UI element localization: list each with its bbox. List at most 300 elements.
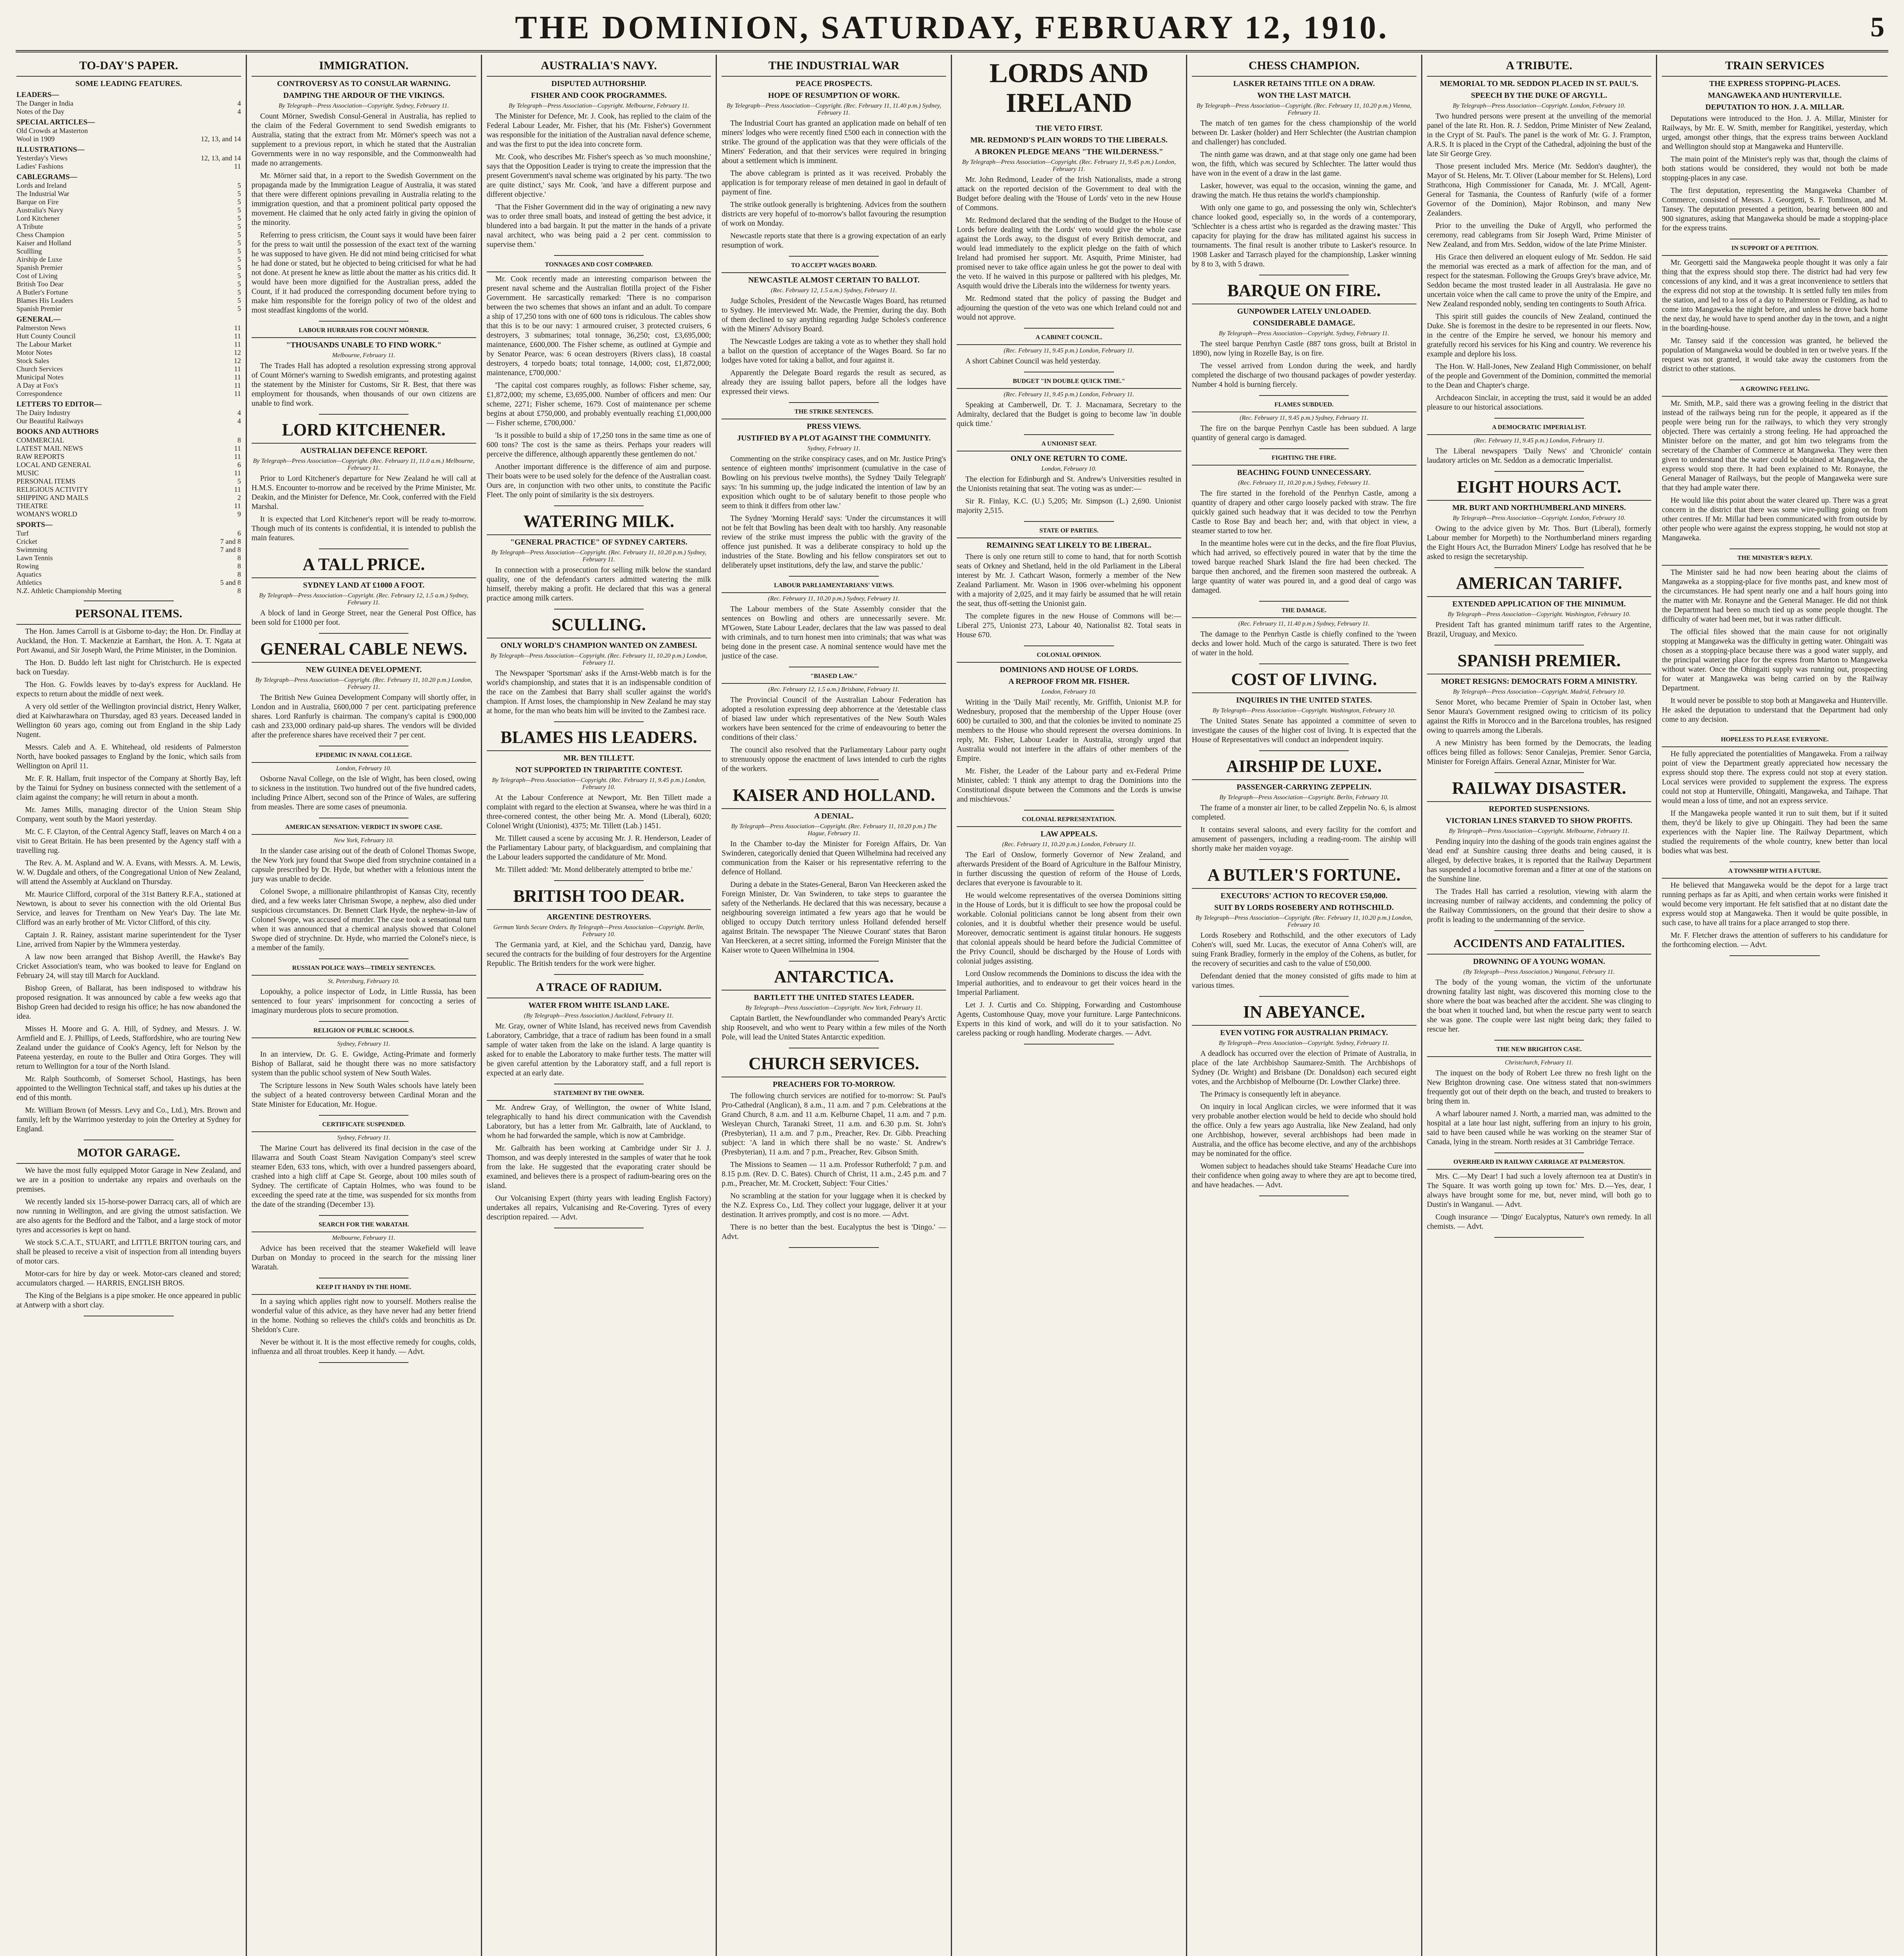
- article-paragraph: 'The capital cost compares roughly, as follows: Fisher scheme, say, £1,872,000; my scheme, £3,695,000. Number of officers and men: Our scheme, 2271; Fisher scheme, 1679. Cost of maintenance per scheme begins at about £750,000, and probably eventually reaching £1,000,000 — Fisher scheme, £700,000.': [486, 381, 711, 427]
- dateline: New York, February 10.: [333, 837, 394, 844]
- index-entry-title: Old Crowds at Masterton: [16, 127, 88, 135]
- article-paragraph: In connection with a prosecution for selling milk below the standard quality, one of the defendant's carters admitted watering the milk himself, thereby making a profit. He declared that this was a general practice among milk carters.: [486, 566, 711, 602]
- article-headline: A TOWNSHIP WITH A FUTURE.: [1662, 868, 1888, 879]
- index-entry: [16, 461, 241, 469]
- article: [487, 728, 711, 881]
- dateline: By Telegraph—Press Association—Copyright. Sydney, February 11.: [1218, 330, 1389, 337]
- article-subheading: A REPROOF FROM MR. FISHER.: [1008, 677, 1130, 686]
- index-entry-page: 5: [237, 214, 241, 222]
- article-paragraph: The Industrial Court has granted an application made on behalf of ten miners' lodges who were recently fined £500 each in connection with the strike. The ground of the application was that they were officials of the Miners' Federation, and that their services were required in bringing about a settlement which is imminent.: [722, 119, 946, 165]
- article-paragraph: Sir R. Finlay, K.C. (U.) 5,205; Mr. Simpson (L.) 2,690. Unionist majority 2,515.: [957, 497, 1181, 515]
- index-entry: [16, 108, 241, 116]
- dateline: By Telegraph—Press Association—Copyright. (Rec. February 11, 10.20 p.m.) London, February 11.: [490, 653, 707, 666]
- dateline: (Rec. February 11, 10.20 p.m.) Sydney, February 11.: [768, 595, 900, 602]
- dateline: Sydney, February 11.: [337, 1134, 391, 1141]
- article-paragraph: He fully appreciated the potentialities of Mangaweka. From a railway point of view the Department greatly appreciated how necessary the express should stop there. The express could not stop at every station. Local services were provided to supplement the express. The express could not stop at Hunterville, Ohingaiti, Mangaweka, and Taihape. That would mean a loss of time, and not an express service.: [1662, 750, 1888, 805]
- dateline: Melbourne, February 11.: [332, 1235, 396, 1241]
- article-subheading: SPEECH BY THE DUKE OF ARGYLL.: [1471, 91, 1607, 100]
- article-paragraph: Mr. Fisher, the Leader of the Labour party and ex-Federal Prime Minister, cabled: 'I think any attempt to drag the Dominions into the Constitutional dispute between the Commons and the Lords is unwise and mischievous.': [957, 767, 1181, 804]
- index-entry-title: Barque on Fire: [16, 198, 59, 206]
- article-subheading: DISPUTED AUTHORSHIP.: [551, 79, 646, 88]
- article: [1192, 670, 1416, 751]
- index-entry-page: 5: [237, 280, 241, 288]
- article-subheading: MR. BURT AND NORTHUMBERLAND MINERS.: [1452, 503, 1626, 512]
- article-divider: [1494, 772, 1584, 773]
- article: [1192, 607, 1416, 664]
- article-paragraph: Deputations were introduced to the Hon. J. A. Millar, Minister for Railways, by Mr. E. W. Smith, member for Rangitikei, yesterday, which urged, amongst other things, that the express trains between Auckland and Wellington should stop at Mangaweka and Hunterville.: [1662, 115, 1888, 151]
- article: [722, 582, 946, 667]
- index-entry-title: Palmerston News: [16, 324, 66, 332]
- article: [957, 816, 1181, 1045]
- article-paragraph: The fire started in the forehold of the Penrhyn Castle, among a quantity of drapery and other cargo loosely packed with straw. The fire quickly gained such headway that it was decided to tow the Penrhyn Castle to Rose Bay and beach her; and, with that object in view, a steamer started to tow her.: [1191, 489, 1416, 535]
- article-divider: [1259, 601, 1349, 602]
- article-paragraph: The strike outlook generally is brightening. Advices from the southern districts are very hopeful of to-morrow's ballot favouring the resumption of work on Monday.: [722, 201, 946, 228]
- article-subheading: EXECUTORS' ACTION TO RECOVER £50,000.: [1220, 892, 1388, 900]
- index-entry-title: Chess Champion: [16, 231, 65, 239]
- article-divider: [319, 414, 409, 415]
- article-subheading: PRESS VIEWS.: [806, 422, 861, 431]
- article-divider: [1494, 1040, 1584, 1041]
- article-divider: [789, 256, 879, 257]
- index-entry-title: The Industrial War: [16, 190, 70, 198]
- article-paragraph: The fire on the barque Penrhyn Castle has been subdued. A large quantity of general cargo is damaged.: [1191, 424, 1416, 442]
- article: [957, 527, 1181, 646]
- article-paragraph: A law now been arranged that Bishop Averill, the Hawke's Bay Cricket Association's team, who was booked to leave for England on February 24, will stay till March for Auckland.: [16, 953, 241, 980]
- article-paragraph: Captain Bartlett, the Newfoundlander who commanded Peary's Arctic ship Roosevelt, and who went to Peary within a few miles of the North Pole, will lead the United States Antarctic expedition.: [722, 1014, 946, 1041]
- index-entry: [16, 231, 241, 239]
- article-divider: [319, 1215, 409, 1216]
- dateline: (Rec. February 11, 9.45 p.m.) London, February 11.: [1004, 391, 1134, 398]
- article-headline: THE STRIKE SENTENCES.: [722, 408, 946, 419]
- index-entry: [16, 99, 241, 108]
- article: [487, 59, 711, 256]
- index-entry: [16, 198, 241, 206]
- index-entry-page: 5: [237, 264, 241, 271]
- article-paragraph: The Minister for Defence, Mr. J. Cook, has replied to the claim of the Federal Labour Leader, Mr. Fisher, that his (Mr. Fisher's) Government was responsible for the initiation of the Australian naval defence scheme, and was the first to put the idea into concrete form.: [486, 112, 711, 149]
- article-headline: "BIASED LAW.": [722, 673, 946, 684]
- article-subheading: MEMORIAL TO MR. SEDDON PLACED IN ST. PAUL'S.: [1440, 79, 1639, 88]
- article-headline: MOTOR GARAGE.: [16, 1146, 241, 1164]
- index-entry: [16, 510, 241, 518]
- dateline: By Telegraph—Press Association—Copyright. (Rec. February 11, 10.20 p.m.) London, February 11.: [255, 677, 472, 690]
- index-entry-title: Notes of the Day: [16, 108, 65, 115]
- article-paragraph: It would never be possible to stop both at Mangaweka and Hunterville. He asked the deputation to understand that the Department had only come to any decision.: [1662, 697, 1888, 724]
- article-subheading: JUSTIFIED BY A PLOT AGAINST THE COMMUNITY.: [737, 434, 931, 442]
- index-category: SPORTS—: [16, 521, 53, 529]
- article-paragraph: He would welcome representatives of the oversea Dominions sitting in the House of Lords, but it is difficult to see how the proposal could be workable. Colonial politicians cannot be long absent from their own colonies, and it is doubtful whether their presence would be useful. Moreover, democratic sentiment is against titular honours. He suggests that colonial appeals should be heard before the Judicial Committee of the Privy Council, should be discharged by the House of Lords with colonial judges assisting.: [957, 892, 1181, 965]
- article-headline: A DEMOCRATIC IMPERIALIST.: [1427, 424, 1652, 435]
- article-paragraph: Senor Moret, who became Premier of Spain in October last, when Senor Maura's Government resigned owing to criticism of its policy against the Riffs in Morocco and in the Barcelona troubles, has resigned owing to quarrels among the Liberals.: [1427, 698, 1652, 735]
- index-entry: [16, 272, 241, 280]
- article-divider: [554, 974, 644, 975]
- article: [1662, 59, 1888, 239]
- article-divider: [319, 321, 409, 322]
- article: [1662, 245, 1888, 380]
- article-paragraph: Lords Rosebery and Rothschild, and the other executors of Lady Cohen's will, sued Mr. Lucas, the executor of Anna Cohen's will, are suing Frank Bradley, formerly in the employ of the Cohens, as butler, for the recovery of securities and cash to the value of £50,000.: [1191, 931, 1416, 968]
- article-headline: SCULLING.: [487, 615, 711, 638]
- article: [1192, 401, 1416, 449]
- article: [1427, 651, 1652, 773]
- article-subheading: SUIT BY LORDS ROSEBERY AND ROTHSCHILD.: [1214, 903, 1394, 912]
- article-divider: [1729, 548, 1820, 549]
- index-entry-title: Athletics: [16, 579, 42, 586]
- index-entry-page: 4: [237, 108, 241, 115]
- dateline: By Telegraph—Press Association—Copyright. Washington, February 10.: [1212, 707, 1396, 714]
- dateline: (Rec. February 11, 10.20 p.m.) London, February 11.: [1002, 841, 1136, 848]
- dateline: London, February 10.: [1041, 689, 1097, 695]
- index-entry: [16, 340, 241, 349]
- index-entry: [16, 453, 241, 461]
- article-paragraph: Two hundred persons were present at the unveiling of the memorial panel of the late Rt. Hon. R. J. Seddon, Prime Minister of New Zealand, in the Crypt of St. Paul's. The panel is the work of Mr. G. J. Frampton, A.R.S. It is placed in the Crypt of the Cathedral, adjoining the bust of the late Sir George Grey.: [1427, 112, 1652, 158]
- article-subheading: BARTLETT THE UNITED STATES LEADER.: [754, 993, 914, 1002]
- index-entry: [16, 135, 241, 143]
- index-entry: [16, 280, 241, 288]
- index-entry-page: 11: [234, 332, 241, 340]
- index-entry: [16, 255, 241, 264]
- article: [252, 639, 476, 746]
- article-paragraph: The damage to the Penrhyn Castle is chiefly confined to the 'tween decks and lower hold. Much of the cargo is saturated. There is two feet of water in the hold.: [1191, 630, 1416, 657]
- column-1: [12, 55, 247, 1956]
- article-paragraph: He believed that Mangaweka would be the depot for a large tract running perhaps as far as Apiti, and when certain works were finished it would become very important. He felt satisfied that at no distant date the express would stop at Mangaweka. Then it would be quite possible, in such case, to have all trains for a place arranged to stop there.: [1662, 881, 1888, 927]
- dateline: By Telegraph—Press Association—Copyright. Sydney, February 11.: [1218, 1040, 1389, 1046]
- article-subheading: SYDNEY LAND AT £1000 A FOOT.: [303, 581, 425, 590]
- article-paragraph: The Hon. James Carroll is at Gisborne to-day; the Hon. Dr. Findlay at Auckland, the Hon. T. Mackenzie at Earnhart, the Hon. A. T. Ngata at Port Awanui, and Sir Joseph Ward, the Prime Minister, in the Dominion.: [16, 627, 241, 654]
- dateline: By Telegraph—Press Association—Copyright. Sydney, February 11.: [278, 102, 449, 109]
- article-paragraph: 'That the Fisher Government did in the way of originating a new navy was to order three small boats, and instead of getting the best advice, it blundered into a bad bargain. It put the matter in the hands of a private naval architect, who was being paid a 2 per cent. commission to supervise them.': [486, 203, 711, 249]
- dateline: By Telegraph—Press Association—Copyright. Washington, February 10.: [1447, 611, 1630, 618]
- article: [487, 980, 711, 1084]
- index-entry-title: Cricket: [16, 538, 37, 545]
- article-divider: [1494, 471, 1584, 472]
- index-entry-page: 11: [234, 340, 241, 348]
- article-subheading: EXTENDED APPLICATION OF THE MINIMUM.: [1452, 600, 1626, 608]
- article-paragraph: We stock S.C.A.T., STUART, and LITTLE BRITON touring cars, and shall be pleased to receive a visit of inspection from all intending buyers of motor cars.: [16, 1239, 241, 1266]
- article: [722, 262, 946, 403]
- article-paragraph: Osborne Naval College, on the Isle of Wight, has been closed, owing to sickness in the institution. Two hundred out of the five hundred cadets, including Prince Albert, second son of the Prince of Wales, are suffering from measles. There are some cases of pneumonia.: [251, 775, 476, 811]
- index-entry-page: 12, 13, and 14: [201, 135, 241, 143]
- article-paragraph: Mr. F. Fletcher draws the attention of sufferers to his candidature for the forthcoming election. — Advt.: [1662, 931, 1888, 949]
- article: [252, 752, 476, 818]
- index-entry-page: 6: [237, 529, 241, 537]
- article-paragraph: Newcastle reports state that there is a growing expectation of an early resumption of work.: [722, 232, 946, 250]
- index-entry-page: 9: [237, 510, 241, 518]
- article-divider: [1024, 521, 1114, 522]
- article-headline: IN ABEYANCE.: [1192, 1002, 1416, 1026]
- article-divider: [319, 958, 409, 959]
- article-paragraph: The Trades Hall has carried a resolution, viewing with alarm the increasing number of railway accidents, and condemning the policy of the Railway Commissioners, on the ground that their desire to show a profit is leading to the undermanning of the service.: [1427, 888, 1652, 924]
- article-divider: [1729, 730, 1820, 731]
- article: [252, 327, 476, 415]
- article: [1427, 59, 1652, 419]
- index-entry-page: 11: [234, 469, 241, 477]
- article-paragraph: The Primacy is consequently left in abeyance.: [1200, 1090, 1341, 1098]
- article: [722, 673, 946, 780]
- article: [1192, 455, 1416, 602]
- index-entry-title: Rowing: [16, 562, 39, 570]
- article: [1192, 1002, 1416, 1196]
- article-divider: [1729, 955, 1820, 956]
- article-paragraph: At the Labour Conference at Newport, Mr. Ben Tillett made a complaint with regard to the election at Swansea, where he was third in a three-cornered contest, the other being Mr. A. Mond (Liberal), 6020; Colonel Wright (Unionist), 4375; Mr. Tillett (Lab.) 1451.: [486, 794, 711, 830]
- article: [957, 334, 1181, 372]
- article: [487, 261, 711, 506]
- index-entry-page: 5: [237, 223, 241, 230]
- article-subheading: WON THE LAST MATCH.: [1257, 91, 1351, 100]
- article-subheading: THE VETO FIRST.: [1035, 124, 1103, 133]
- article: [1662, 736, 1888, 862]
- article-paragraph: The British New Guinea Development Company will shortly offer, in London and in Australia, £600,000 7 per cent. participating preference shares. Lord Ranfurly is chairman. The company's capital is £900,000 cash and 233,000 ordinary paid-up shares. The vendors will be divided after the preference shares have received their 7 per cent.: [251, 694, 476, 739]
- article-paragraph: Misses H. Moore and G. A. Hill, of Sydney, and Messrs. J. W. Armfield and E. J. Phillips, of Leeds, Staffordshire, who are touring New Zealand under the guidance of Cook's Agency, left for Nelson by the Pateena yesterday, en route to the Buller and Otira Gorges. They will return to Wellington for a tour of the North Island.: [16, 1025, 241, 1071]
- index-entry-page: 12: [234, 357, 241, 365]
- article: [722, 1054, 946, 1248]
- dateline: (Rec. February 11, 11.40 p.m.) Sydney, February 11.: [1238, 620, 1370, 627]
- index-entry-title: WOMAN'S WORLD: [16, 510, 77, 518]
- article: [1427, 477, 1652, 568]
- index-entry: [16, 349, 241, 357]
- article-paragraph: Mr. Maurice Clifford, corporal of the 31st Battery R.F.A., stationed at Newtown, is about to sever his connection with the old Oriental Bus Service, and leaves for Trentham on New Year's Day. The late Mr. Clifford was an early brother of Mr. Victor Clifford, of this city.: [16, 890, 241, 927]
- article-paragraph: The body of the young woman, the victim of the unfortunate drowning fatality last night, was discovered this morning close to the shore where the boat was beached after the accident. She was clinging to the boat when it touched land, but when the rescue party went to search she was gone. The couple were last night being dark; they failed to rescue her.: [1427, 978, 1652, 1034]
- index-category: SPECIAL ARTICLES—: [16, 118, 95, 126]
- page-number: 5: [1870, 11, 1884, 43]
- article-paragraph: In the Chamber to-day the Minister for Foreign Affairs, Dr. Van Swinderen, categorically denied that Queen Wilhelmina had received any communication from the Kaiser or his representative referring to the defence of Holland.: [722, 840, 946, 876]
- article-paragraph: The Hon. D. Buddo left last night for Christchurch. He is expected back on Tuesday.: [16, 659, 241, 676]
- article-headline: IMMIGRATION.: [252, 59, 476, 77]
- index-entry: [16, 579, 241, 587]
- index-entry-title: Yesterday's Views: [16, 154, 68, 162]
- index-entry-page: 6: [237, 461, 241, 469]
- index-entry-page: 7 and 8: [220, 538, 241, 545]
- index-entry-page: 5: [237, 247, 241, 255]
- article: [957, 652, 1181, 811]
- article-paragraph: Mr. Cook, who describes Mr. Fisher's speech as 'so much moonshine,' says that the Opposition Leader is trying to create the impression that the present Government's naval scheme was originated by his party. 'The two are quite distinct,' says Mr. Cook, 'and have a different purpose and different objective.': [486, 153, 711, 199]
- article-divider: [1494, 1237, 1584, 1238]
- article: [487, 1090, 711, 1228]
- index-entry-page: 5: [237, 206, 241, 214]
- article: [722, 59, 946, 257]
- article-paragraph: The council also resolved that the Parliamentary Labour party ought to strenuously oppose the enactment of laws intended to curb the rights of the workers.: [722, 746, 946, 773]
- article-divider: [1024, 1044, 1114, 1045]
- dateline: By Telegraph—Press Association—Copyright. (Rec. February 11, 11.40 p.m.) Sydney, February 11.: [726, 102, 941, 116]
- article-headline: IN SUPPORT OF A PETITION.: [1662, 245, 1888, 256]
- article-headline: A CABINET COUNCIL.: [957, 334, 1181, 345]
- article-headline: GENERAL CABLE NEWS.: [252, 639, 476, 663]
- article-headline: A TRIBUTE.: [1427, 59, 1652, 77]
- article-paragraph: Commenting on the strike conspiracy cases, and on Mr. Justice Pring's sentence of eighteen months' imprisonment (cumulative in the case of Bowling on his previous twelve months), the Sydney 'Daily Telegraph' says: 'In his summing up, the judge indicated the intention of law by an exposition which ought to be of salutary benefit to those people who seem to think it differs from other law.': [722, 455, 946, 510]
- article-paragraph: This spirit still guides the councils of New Zealand, continued the Duke. She is foremost in the desire to be represented in our fleets. Now, in the centre of the Empire he served, we honour his memory and gratefully record his services for his King and country. We reverence his example and deplore his loss.: [1427, 313, 1652, 358]
- article-divider: [554, 721, 644, 722]
- dateline: By Telegraph—Press Association—Copyright. (Rec. February 11, 11.0 a.m.) Melbourne, February 11.: [253, 458, 475, 471]
- index-entry-title: Swimming: [16, 546, 48, 554]
- article-paragraph: Advice has been received that the steamer Wakefield will leave Durban on Monday to proceed in the search for the missing liner Waratah.: [251, 1244, 476, 1271]
- index-entry: [16, 444, 241, 453]
- article-paragraph: Another important difference is the difference of aim and purpose. Their boats were to be used solely for the defence of the Australian coast. Ours are, in conjunction with two other units, to constitute the Pacific Fleet. The only point of similarity is the six destroyers.: [486, 463, 711, 499]
- article-paragraph: The main point of the Minister's reply was that, though the claims of both stations would be considered, they would not both be made stopping-places in any case.: [1662, 155, 1888, 182]
- index-entry-title: Spanish Premier: [16, 264, 63, 271]
- index-entry-page: 5: [237, 272, 241, 280]
- article-paragraph: Mr. Galbraith has been working at Cambridge under Sir J. J. Thomson, and was deeply interested in the samples of water that he took from the lake. He suggested that the evaporating crater should be examined, and believes there is a prospect of radium-bearing ores on the island.: [486, 1144, 711, 1190]
- index-entry-title: Hutt County Council: [16, 332, 76, 340]
- article-headline: FLAMES SUBDUED.: [1192, 401, 1416, 412]
- article-paragraph: Mr. Tillett added: 'Mr. Mond deliberately attempted to bribe me.': [495, 866, 693, 874]
- index-entry-page: 5: [237, 190, 241, 198]
- article-paragraph: The Newcastle Lodges are taking a vote as to whether they shall hold a ballot on the question of acceptance of the Wages Board. So far no lodges have voted for taking a ballot, and four against it.: [722, 338, 946, 365]
- index-entry-title: A Day at Fox's: [16, 381, 58, 389]
- article-divider: [1024, 434, 1114, 435]
- article: [1192, 757, 1416, 860]
- article: [1427, 778, 1652, 931]
- article-paragraph: Writing in the 'Daily Mail' recently, Mr. Griffith, Unionist M.P. for Wednesbury, proposed that the membership of the Upper House (over 600) be curtailed to 300, and that the colonies be invited to nominate 25 members to the House who should represent the oversea dominions. In reply, Mr. Fisher, Labour Leader in Australia, strongly urged that Australia would not interfere in the affairs of other members of the Empire.: [957, 698, 1181, 763]
- index-entry-title: Spanish Premier: [16, 305, 63, 313]
- article: [1192, 59, 1416, 275]
- article-paragraph: The match of ten games for the chess championship of the world between Dr. Lasker (holder) and Herr Schlechter (the Austrian champion and challenger) has concluded.: [1191, 119, 1416, 146]
- index-entry-page: 12, 13, and 14: [201, 154, 241, 162]
- article-divider: [319, 548, 409, 549]
- index-entry-page: 5: [237, 182, 241, 189]
- article-subheading: CONTROVERSY AS TO CONSULAR WARNING.: [277, 79, 451, 88]
- article-divider: [1024, 645, 1114, 646]
- index-entry-page: 4: [237, 409, 241, 417]
- article-paragraph: Prior to the unveiling the Duke of Argyll, who performed the ceremony, read cablegrams from Sir Joseph Ward, Prime Minister of New Zealand, and from Mrs. Seddon, widow of the late Prime Minister.: [1427, 222, 1652, 249]
- article-paragraph: 'Is it possible to build a ship of 17,250 tons in the same time as one of 600 tons? The cost is the same as theirs. Perhaps your readers will perceive the difference, although apparently these gentlemen do not.': [486, 431, 711, 458]
- index-entry-title: Correspondence: [16, 390, 62, 397]
- article: [487, 512, 711, 609]
- article-divider: [1024, 328, 1114, 329]
- article-paragraph: Speaking at Camberwell, Dr. T. J. Macnamara, Secretary to the Admiralty, declared that the Budget is going to become law 'in double quick time.': [957, 401, 1181, 428]
- article-paragraph: Lord Onslow recommends the Dominions to discuss the idea with the Imperial authorities, and to endeavour to get their voices heard in the Imperial Parliament.: [957, 970, 1181, 997]
- article-headline: A BUTLER'S FORTUNE.: [1192, 865, 1416, 889]
- newspaper-columns: [12, 55, 1892, 1956]
- index-entry-page: 11: [234, 453, 241, 460]
- article-paragraph: Captain J. R. Rainey, assistant marine superintendent for the Tyser Line, arrived from Napier by the Wimmera yesterday.: [16, 931, 241, 949]
- index-entry-title: Wool in 1909: [16, 135, 55, 143]
- article-divider: [1259, 663, 1349, 664]
- article-paragraph: The following church services are notified for to-morrow: St. Paul's Pro-Cathedral (Anglican), 8 a.m., 11 a.m. and 7 p.m. Celebrations at the Grand Church, 8 a.m. and 11 a.m. Kelburne Chapel, 11 a.m. and 7 p.m. Wesleyan Church, Taranaki Street, 11 a.m. and 6.30 p.m. St. John's (Presbyterian), 11 a.m. and 7 p.m., Preacher, Rev. Dr. Gibb. Preaching subject: 'A land in which there shall be no waste.' St. Andrew's (Presbyterian), 11 a.m. and 7 p.m., Preacher, Rev. Gibson Smith.: [722, 1092, 946, 1156]
- article-paragraph: The Sydney 'Morning Herald' says: 'Under the circumstances it will not be felt that Bowling has been dealt with too harshly. Any reasonable review of the strike must impress the public with the gravity of the offence just punished. It was a deliberate conspiracy to hold up the industries of the State. Bowling and his fellow conspirators set out to deliberately upset institutions, defy the law, and starve the public.': [722, 514, 946, 570]
- article-paragraph: A deadlock has occurred over the election of Primate of Australia, in place of the late Archbishop Saumarez-Smith. The Archbishops of Sydney (Dr. Wright) and Brisbane (Dr. Donaldson) each secured eight votes, and the Archbishop of Melbourne (Dr. Lowther Clarke) three.: [1191, 1050, 1416, 1086]
- article-paragraph: Count Mörner, Swedish Consul-General in Australia, has replied to the claim of the Federal Government to send Swedish emigrants to Australia, stating that the extract from Mr. Mörner's speech was not a supplement to a previous report, in which he stated that the Australian Governments were in no way responsible, and the Commonwealth had made no arrangements.: [251, 112, 476, 167]
- index-entry-page: 8: [237, 570, 241, 578]
- article: [1662, 868, 1888, 956]
- article-paragraph: The Missions to Seamen — 11 a.m. Professor Rutherfold; 7 p.m. and 8.15 p.m. (Rev. D. C. Bates). Church of Christ, 11 a.m., 2.45 p.m. and 7 p.m., Preacher, Mr. M. Crockett, Subject: 'Four Cities.': [722, 1161, 946, 1188]
- dateline: By Telegraph—Press Association—Copyright. (Rec. February 12, 1.5 a.m.) Sydney, February 11.: [259, 592, 469, 606]
- article-subheading: DAMPING THE ARDOUR OF THE VIKINGS.: [283, 91, 445, 100]
- article-subheading: ARGENTINE DESTROYERS.: [547, 913, 651, 921]
- article-paragraph: The Provincial Council of the Australian Labour Federation has adopted a resolution expressing deep abhorrence at the 'detestable class of biased law under which representatives of the New South Wales workers have been sentenced for the crime of endeavouring to better the conditions of their class.': [722, 696, 946, 742]
- article-headline: AMERICAN TARIFF.: [1427, 573, 1652, 597]
- index-entry-title: Lords and Ireland: [16, 182, 67, 189]
- index-entry: [16, 223, 241, 231]
- article-paragraph: We recently landed six 15-horse-power Darracq cars, all of which are now running in Wellington, and are giving the utmost satisfaction. We are also agents for the Bedford and the Talbot, and a large stock of motor tyres and accessories is kept on hand.: [16, 1198, 241, 1234]
- article: [722, 408, 946, 577]
- column-4: [717, 55, 952, 1956]
- index-entry-page: 8: [237, 587, 241, 595]
- article-subheading: REPORTED SUSPENSIONS.: [1488, 805, 1589, 813]
- article-headline: COLONIAL OPINION.: [957, 652, 1181, 663]
- article-paragraph: President Taft has granted minimum tariff rates to the Argentine, Brazil, Uruguay, and Mexico.: [1427, 621, 1652, 638]
- article-subheading: AUSTRALIAN DEFENCE REPORT.: [300, 446, 427, 455]
- article-subheading: MR. BEN TILLETT.: [563, 754, 634, 762]
- index-entry: [16, 332, 241, 340]
- article-headline: RELIGION OF PUBLIC SCHOOLS.: [252, 1027, 476, 1038]
- index-entry: [16, 390, 241, 398]
- article: [1427, 573, 1652, 645]
- index-entry-title: LATEST MAIL NEWS: [16, 444, 83, 452]
- index-entry-page: 5: [237, 231, 241, 239]
- index-entry-page: 5: [237, 477, 241, 485]
- dateline: By Telegraph—Press Association—Copyright. Berlin, February 10.: [1219, 794, 1389, 801]
- article-headline: AMERICAN SENSATION: VERDICT IN SWOPE CASE.: [252, 824, 476, 835]
- column-5: [952, 55, 1187, 1956]
- article-paragraph: Mr. Tansey said if the concession was granted, he believed the population of Mangaweka would be doubled in ten or twelve years. If the request was not granted, it would take away the customers from the district to other stations.: [1662, 337, 1888, 373]
- index-entry: [16, 587, 241, 595]
- article-subheading: MANGAWEKA AND HUNTERVILLE.: [1708, 91, 1842, 100]
- article-subheading: EVEN VOTING FOR AUSTRALIAN PRIMACY.: [1220, 1028, 1388, 1037]
- article-subheading: BEACHING FOUND UNNECESSARY.: [1237, 468, 1371, 477]
- article-paragraph: Bishop Green, of Ballarat, has been indisposed to withdraw his proposed resignation. It was announced by cable a few weeks ago that Bishop Green had decided to resign his office; he has now abandoned the idea.: [16, 984, 241, 1021]
- article: [1192, 865, 1416, 997]
- article-divider: [1259, 996, 1349, 997]
- article-paragraph: There is only one return still to come to hand, that for north Scottish seats of Orkney and Shetland, held in the old Parliament in the Liberal interest by Mr. J. Cathcart Wason, formerly a member of the New Zealand Parliament. Mr. Wason in 1906 over-whelming his opponent with a majority of 2,025, and it may fairly be assumed that he will retain the seat, thus off-setting the Unionist gain.: [957, 553, 1181, 608]
- article-divider: [319, 1021, 409, 1022]
- index-entry: [16, 365, 241, 373]
- article-headline: LABOUR HURRAHS FOR COUNT MÖRNER.: [252, 327, 476, 338]
- index-entry-title: Cost of Living: [16, 272, 58, 280]
- index-entry-title: Lord Kitchener: [16, 214, 60, 222]
- article-divider: [1259, 750, 1349, 751]
- index-entry: [16, 206, 241, 214]
- article-headline: THE DAMAGE.: [1192, 607, 1416, 618]
- article-headline: TONNAGES AND COST COMPARED.: [487, 261, 711, 272]
- index-entry-page: 4: [237, 417, 241, 425]
- article-subheading: SOME LEADING FEATURES.: [75, 79, 182, 88]
- index-entry-page: 5 and 8: [220, 579, 241, 586]
- article-divider: [554, 255, 644, 256]
- article-paragraph: If the Mangaweka people wanted it run to suit them, but if it suited them, they'd be likely to give up Ohingaiti. They had been the same experiences with the Napier line. The Railway Department, which studied the requirements of the whole country, knew better than local bodies what was best.: [1662, 809, 1888, 855]
- index-category: LETTERS TO EDITOR—: [16, 400, 102, 408]
- index-entry-title: N.Z. Athletic Championship Meeting: [16, 587, 122, 595]
- index-entry-title: COMMERCIAL: [16, 436, 65, 444]
- article-subheading: ONLY ONE RETURN TO COME.: [1010, 454, 1128, 463]
- article-divider: [1494, 418, 1584, 419]
- article-paragraph: Mr. Redmond declared that the sending of the Budget to the House of Lords before dealing with the Lords' veto would give the whole case against the Lords away, to the disgust of every British democrat, and would lead immediately to the explicit pledge on the faith of which Ireland had promised her support. Mr. Asquith, Prime Minister, had promised never to take office again unless he got the power to deal with the veto. If he waived in this purpose or palltered with his pledges, Mr. Asquith would drive the Liberals into the wilderness for twenty years.: [957, 216, 1181, 290]
- article-subheading: PEACE PROSPECTS.: [795, 79, 872, 88]
- article-headline: EIGHT HOURS ACT.: [1427, 477, 1652, 501]
- dateline: (Rec. February 11, 10.20 p.m.) Sydney, February 11.: [1238, 480, 1370, 486]
- article: [252, 59, 476, 322]
- column-2: [247, 55, 482, 1956]
- article-headline: COST OF LIVING.: [1192, 670, 1416, 693]
- index-entry-title: Church Services: [16, 365, 63, 373]
- article-paragraph: Mr. Ralph Southcomb, of Somerset School, Hastings, has been appointed to the Wellington Technical staff, and takes up his duties at the end of this month.: [16, 1075, 241, 1102]
- index-entry: [16, 190, 241, 198]
- index-entry: [16, 247, 241, 255]
- dateline: By Telegraph—Press Association—Copyright. (Rec. February 11, 10.20 p.m.) Vienna, February 11.: [1196, 102, 1412, 116]
- article-paragraph: A very old settler of the Wellington provincial district, Henry Walker, died at Kaiwharawhara on Thursday, aged 83 years. Deceased landed in Wellington 60 years ago, coming out from England in the ship Lady Nugent.: [16, 703, 241, 739]
- article-divider: [1494, 567, 1584, 568]
- index-entry-page: 8: [237, 562, 241, 570]
- article-divider: [554, 880, 644, 881]
- article-paragraph: In an interview, Dr. G. E. Gwidge, Acting-Primate and formerly Bishop of Ballarat, said he thought there was no more satisfactory system than the public school system of New South Wales.: [251, 1050, 476, 1077]
- article-paragraph: The election for Edinburgh and St. Andrew's Universities resulted in the Unionists retaining that seat. The voting was as under:—: [957, 475, 1181, 493]
- article-paragraph: A new Ministry has been formed by the Democrats, the leading offices being filled as follows: Senor Canalejas, Premier. Senor Garcia, Minister for Foreign Affairs. General Aznar, Minister for War.: [1427, 739, 1652, 766]
- article-divider: [319, 633, 409, 634]
- article-divider: [84, 600, 174, 601]
- article-paragraph: Mr. Smith, M.P., said there was a growing feeling in the district that instead of the railways being run for the people, it appeared as if the people were being run for the railways, to which they very strongly objected. There was certainly a strong feeling. He had approached the Minister before on the matter, and got him two telegrams from the secretary of the Chamber of Commerce at Mangaweka. They were then given to understand that the water could be obtained at Mangaweka, the express would stop there. It had been explained to Mr. Ronayne, the General Manager of Railways, but the people of Mangaweka were sure that they had ample water there.: [1662, 399, 1888, 492]
- masthead: [16, 7, 1888, 52]
- article-headline: CERTIFICATE SUSPENDED.: [252, 1121, 476, 1132]
- dateline: By Telegraph—Press Association—Copyright. (Rec. February 11, 9.45 p.m.) London, February 10.: [492, 777, 706, 791]
- article: [487, 886, 711, 975]
- article-paragraph: Mr. Gray, owner of White Island, has received news from Cavendish Laboratory, Cambridge, that a trace of radium has been found in a small sample of water taken from the lake on the island. A large quantity is asked for to enable the Laboratory to make further tests. The matter will be given careful attention by the Laboratory staff, and a full report is expected at an early date.: [486, 1022, 711, 1077]
